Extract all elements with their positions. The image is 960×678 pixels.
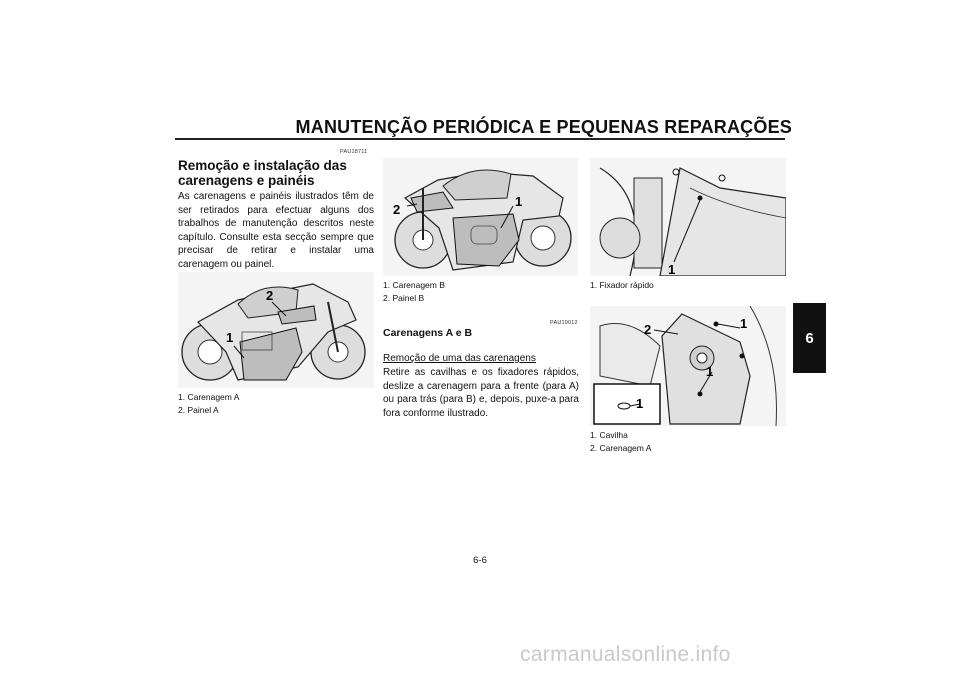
- figure-caption-a: [178, 391, 239, 417]
- figure-caption-bolt: [590, 429, 651, 455]
- callout-1: 1: [668, 262, 676, 276]
- section-body: As carenagens e painéis ilustrados têm de ser retirados para efectuar alguns dos trabalhos de manutenção descritos neste capítulo. Consulte esta secção sempre que precisar de retirar e instalar uma carenagem ou painel.: [178, 191, 374, 270]
- figure-caption-b: [383, 279, 445, 305]
- figure-bolt: [590, 306, 786, 426]
- title-rule: [175, 138, 785, 140]
- figure-fairing-a: [178, 272, 374, 388]
- caption-line: 2. Painel A: [178, 405, 219, 415]
- procedure-body: Retire as cavilhas e os fixadores rápidos, deslize a carenagem para a frente (para A) ou para trás (para B) e, depois, puxe-a para fora conforme ilustrado.: [383, 367, 579, 419]
- section-heading: Remoção e instalação das carenagens e painéis: [178, 158, 347, 188]
- figure-fairing-b: [383, 158, 578, 276]
- procedure-title: Remoção de uma das carenagens: [383, 353, 536, 364]
- section-code: PAU19012: [550, 320, 578, 326]
- callout-1: 1: [740, 316, 748, 331]
- page-title: MANUTENÇÃO PERIÓDICA E PEQUENAS REPARAÇÕES: [295, 117, 792, 137]
- caption-line: 2. Painel B: [383, 293, 425, 303]
- callout-1: 1: [226, 330, 234, 345]
- callout-2: 2: [266, 288, 274, 303]
- caption-line: 2. Carenagem A: [590, 443, 652, 453]
- caption-line: 1. Carenagem B: [383, 280, 445, 290]
- subheading: Carenagens A e B: [383, 327, 473, 339]
- figure-caption-fastener: [590, 279, 654, 292]
- callout-2: 2: [393, 202, 401, 217]
- caption-line: 1. Fixador rápido: [590, 280, 654, 290]
- section-code: PAU18711: [340, 149, 368, 155]
- callout-2: 2: [644, 322, 652, 337]
- chapter-tab[interactable]: 6: [793, 303, 826, 373]
- caption-line: 1. Carenagem A: [178, 392, 240, 402]
- page-number: 6-6: [473, 555, 487, 566]
- caption-line: 1. Cavilha: [590, 430, 628, 440]
- callout-1: 1: [636, 396, 644, 411]
- watermark: carmanualsonline.info: [520, 643, 731, 666]
- callout-1: 1: [515, 194, 523, 209]
- figure-quick-fastener: [590, 158, 786, 276]
- callout-1: 1: [706, 364, 714, 379]
